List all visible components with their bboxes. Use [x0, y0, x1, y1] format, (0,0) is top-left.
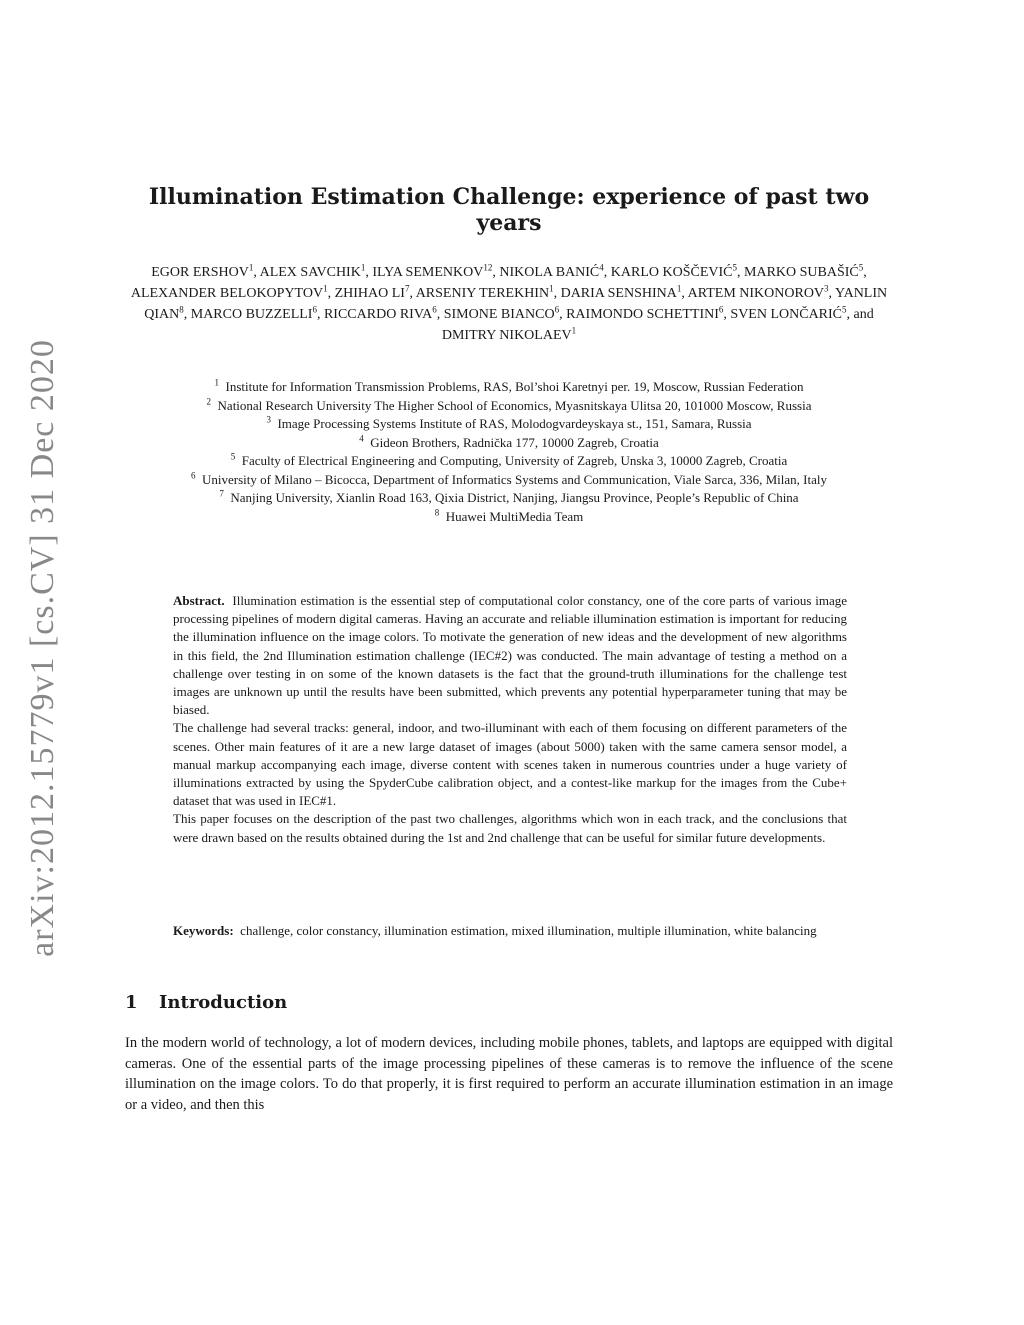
affiliation-number: 4	[359, 433, 364, 444]
affiliation-text: Faculty of Electrical Engineering and Computing, University of Zagreb, Unska 3, 10000 Zagreb, Croatia	[241, 453, 788, 468]
affiliation-text: Huawei MultiMedia Team	[445, 508, 584, 524]
author-name: DMITRY NIKOLAEV	[441, 328, 572, 343]
author-name: ALEX SAVCHIK	[259, 265, 361, 280]
affiliation-text: Nanjing University, Xianlin Road 163, Qixia District, Nanjing, Jiangsu Province, People’s Republic of China	[230, 490, 799, 505]
author-affiliation-mark: 1	[248, 262, 254, 273]
section-heading	[125, 992, 287, 1013]
affiliation-number: 6	[190, 470, 196, 481]
affiliation-item	[125, 489, 893, 508]
arxiv-identifier	[18, 338, 68, 957]
affiliation-number: 8	[434, 507, 440, 518]
affiliation-item	[125, 452, 893, 471]
abstract-paragraph-1	[173, 592, 847, 719]
author-conjunction: and	[853, 307, 874, 322]
abstract-text-1: Illumination estimation is the essential step of computational color constancy, one of the core parts of various image processing pipelines of modern digital cameras. Having an accurate and reliable illumination estimation is important for reducing the illumination influence on the image colors. To motivate the generation of new ideas and the development of new algorithms in this field, the 2nd Illumination estimation challenge (IEC#2) was conducted. The main advantage of testing a method on a challenge over testing in on some of the known datasets is the fact that the ground-truth illuminations for the challenge test images are unknown up until the results have been submitted, which prevents any potential hyperparameter tuning that may be biased.	[173, 593, 848, 718]
author-name: SVEN LONČARIĆ	[730, 307, 843, 322]
author-name: RAIMONDO SCHETTINI	[566, 307, 719, 322]
author-name: ALEXANDER BELOKOPYTOV	[130, 286, 324, 301]
author-affiliation-mark: 7	[404, 283, 410, 294]
affiliation-text: National Research University The Higher School of Economics, Myasnitskaya Ulitsa 20, 101000 Moscow, Russia	[217, 397, 812, 413]
affiliation-item	[125, 378, 893, 397]
author-affiliation-mark: 6	[718, 304, 724, 315]
affiliation-number: 1	[214, 377, 219, 388]
affiliation-item	[125, 397, 893, 416]
arxiv-identifier-text: arXiv:2012.15779v1 [cs.CV] 31 Dec 2020	[24, 338, 62, 957]
author-name: NIKOLA BANIĆ	[499, 265, 600, 280]
author-name: ARSENIY TEREKHIN	[415, 286, 550, 301]
author-affiliation-mark: 5	[732, 262, 738, 273]
affiliation-item	[125, 415, 893, 434]
affiliation-number: 5	[230, 451, 236, 462]
affiliation-item	[125, 434, 893, 453]
affiliation-number: 2	[206, 396, 212, 407]
author-affiliation-mark: 1	[323, 283, 328, 294]
author-name: KARLO KOŠČEVIĆ	[610, 265, 733, 280]
author-name: MARKO SUBAŠIĆ	[744, 265, 859, 280]
keywords-text: challenge, color constancy, illumination estimation, mixed illumination, multiple illumination, white balancing	[240, 923, 817, 938]
affiliation-number: 7	[219, 488, 224, 499]
author-name: SIMONE BIANCO	[443, 307, 555, 322]
affiliation-list	[125, 378, 893, 526]
author-name: EGOR ERSHOV	[151, 265, 249, 280]
affiliation-text: University of Milano – Bicocca, Department of Informatics Systems and Communication, Viale Sarca, 336, Milan, Italy	[201, 471, 827, 487]
keywords-label: Keywords:	[173, 923, 234, 938]
abstract	[173, 592, 847, 847]
author-name: ARTEM NIKONOROV	[687, 286, 825, 301]
author-affiliation-mark: 5	[858, 262, 864, 273]
author-affiliation-mark: 1	[571, 325, 577, 336]
author-name: YANLIN QIAN	[144, 286, 888, 322]
author-affiliation-mark: 1	[360, 262, 366, 273]
affiliation-number: 3	[266, 414, 271, 425]
keywords	[173, 922, 847, 940]
abstract-paragraph-3: This paper focuses on the description of the past two challenges, algorithms which won in each track, and the conclusions that were drawn based on the results obtained during the 1st and 2nd challenge that can be useful for similar future developments.	[173, 811, 847, 845]
author-affiliation-mark: 5	[842, 304, 847, 315]
author-affiliation-mark: 8	[179, 304, 184, 315]
author-affiliation-mark: 12	[483, 262, 493, 273]
author-name: ZHIHAO LI	[334, 286, 405, 301]
author-affiliation-mark: 6	[554, 304, 560, 315]
affiliation-text: Gideon Brothers, Radnička 177, 10000 Zagreb, Croatia	[370, 434, 659, 450]
section-number: 1	[125, 992, 138, 1013]
author-affiliation-mark: 4	[599, 262, 604, 273]
abstract-paragraph-2: The challenge had several tracks: general, indoor, and two-illuminant with each of them focusing on different parameters of the scenes. Other main features of it are a new large dataset of images (about 5000) taken with the same camera sensor model, a manual markup accompanying each image, diverse content with scenes taken in numerous countries under a huge variety of illuminations extracted by using the SpyderCube calibration object, and a contest-like markup for the images from the Cube+ dataset that was used in IEC#1.	[173, 720, 847, 809]
affiliation-text: Image Processing Systems Institute of RAS, Molodogvardeyskaya st., 151, Samara, Russia	[277, 416, 752, 431]
author-affiliation-mark: 3	[824, 283, 829, 294]
abstract-label: Abstract.	[173, 593, 225, 608]
author-name: RICCARDO RIVA	[323, 307, 433, 322]
affiliation-item	[125, 471, 893, 490]
author-affiliation-mark: 1	[549, 283, 554, 294]
section-title: Introduction	[159, 992, 288, 1013]
author-name: MARCO BUZZELLI	[190, 307, 313, 322]
author-name: ILYA SEMENKOV	[372, 265, 484, 280]
paper-title: Illumination Estimation Challenge: experience of past two years	[148, 184, 870, 236]
author-affiliation-mark: 6	[432, 304, 437, 315]
introduction-text: In the modern world of technology, a lot of modern devices, including mobile phones, tablets, and laptops are equipped with digital cameras. One of the essential parts of the image processing pipelines of these cameras is to remove the influence of the scene illumination on the image colors. To do that properly, it is first required to perform an accurate illumination estimation in an image or a video, and then this	[125, 1035, 893, 1114]
author-list: EGOR ERSHOV$^1$, ALEX SAVCHIK$^1$, ILYA SEMENKOV$^{12}$, NIKOLA BANIĆ$^4$, KARLO KOŠČEVIĆ$^5$, MARKO SUBAŠIĆ$^5$, ALEXANDER BELOKOPYTOV$^1$, ZHIHAO $LI^7$, ARSENIY TEREKHIN$^1$, DARIA SENSHINA$^1$, ARTEM NIKONOROV$^3$, YANLIN QIAN$^8$, MARCO BUZZELLI$^6$, RICCARDO RIVA$^6$, SIMONE BIANCO$^6$, RAIMONDO SCHETTINI$^6$, SVEN LONČARIĆ$^5$, and DMITRY NIKOLAEV$^1$	[130, 262, 888, 343]
author-affiliation-mark: 1	[676, 283, 682, 294]
affiliation-item	[125, 508, 893, 527]
author-name: DARIA SENSHINA	[560, 286, 677, 301]
affiliation-text: Institute for Information Transmission Problems, RAS, Bol’shoi Karetnyi per. 19, Moscow, Russian Federation	[225, 379, 804, 394]
author-affiliation-mark: 6	[312, 304, 317, 315]
